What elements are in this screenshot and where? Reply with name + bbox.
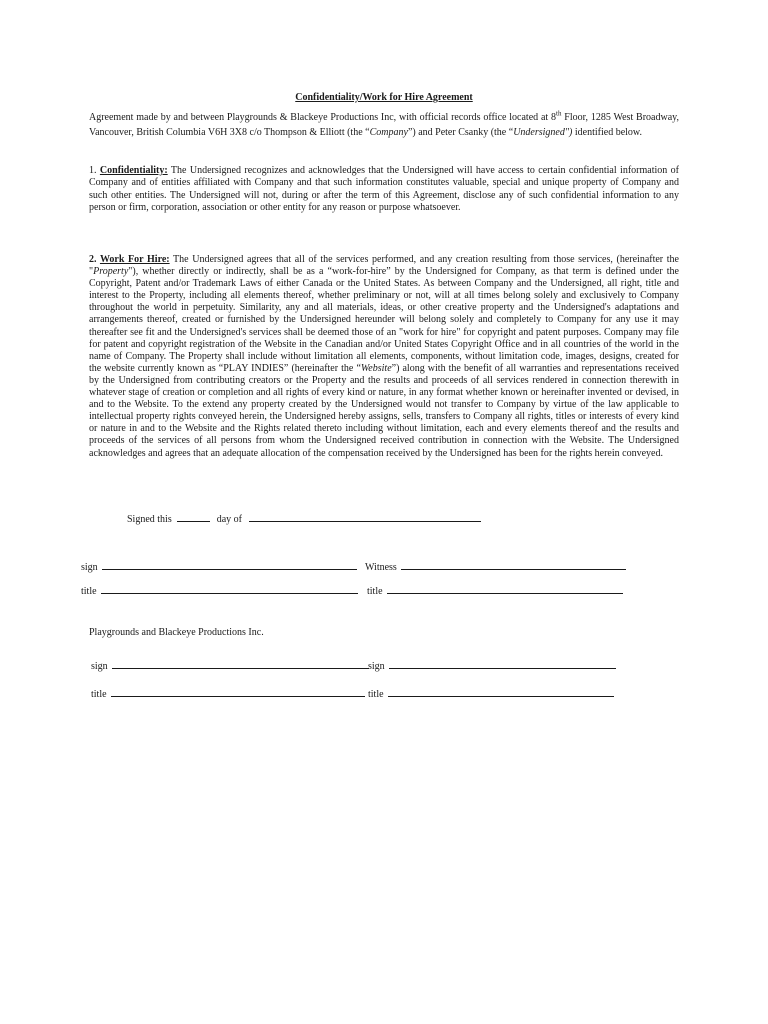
undersigned-sign-line: sign (81, 561, 357, 574)
company-title2-blank[interactable] (388, 688, 614, 697)
undersigned-title-blank[interactable] (101, 585, 358, 594)
witness-title-line: title (367, 585, 623, 598)
signed-date-line: Signed this day of (127, 513, 481, 526)
title-text: Confidentiality/Work for Hire Agreement (295, 92, 473, 103)
intro-paragraph: Agreement made by and between Playgrounds & Blackeye Productions Inc, with official records office located at 8th Floor, 1285 West Broadway, Vancouver, British Columbia V6H 3X8 c/o Thompson & Elliott (the “Company”) and Peter Csanky (the “Undersigned") identified below. (89, 109, 679, 138)
company-sign2-blank[interactable] (389, 660, 616, 669)
undersigned-sign-blank[interactable] (102, 561, 357, 570)
undersigned-title-line: title (81, 585, 358, 598)
company-sign-line: sign (91, 660, 369, 673)
company-title-blank[interactable] (111, 688, 365, 697)
witness-title-blank[interactable] (387, 585, 623, 594)
witness-sign-line: Witness (365, 561, 626, 574)
witness-sign-blank[interactable] (401, 561, 626, 570)
work-for-hire-heading: Work For Hire: (99, 254, 170, 265)
document-title (0, 91, 768, 104)
company-sign2-line: sign (368, 660, 616, 673)
confidentiality-heading: Confidentiality: (99, 165, 168, 176)
work-for-hire-section: 2. Work For Hire: The Undersigned agrees that all of the services performed, and any creation resulting from those services, (hereinafter the "Property"), whether directly or indirectly, shall be as a “work-for-hire” by the Undersigned for Company, as that term is defined under the Copyright, Patent and/or Trademark Laws of either Canada or the United States. As between Company and the Undersigned, all right, title and interest to the Property, including all elements thereof, whether preliminary or not, will at all times belong solely and exclusively to Company throughout the world in perpetuity. Similarity, any and all materials, ideas, or other creative property and the Undersigned's adaptations and arrangements thereof, created or furnished by the Undersigned hereunder will belong solely and completely to Company for any use it may thereafter see fit and the Undersigned's services shall be deemed those of an "work for hire" for copyright and patent purposes. Company may file for patent and copyright registration of the Website in the Canadian and/or United States Copyright Office and in all countries of the world in the name of Company. The Property shall include without limitation all elements, components, without limitation code, images, designs, created for the website currently known as “PLAY INDIES” (hereinafter the “Website”) along with the benefit of all warranties and representations received by the Undersigned from contributing creators or the Property and the results and proceeds of all services rendered in connection therewith in whatever stage of creation or completion and all rights of every kind or nature, in any format whether known or hereinafter invented or devised, in and to the Website. To the extend any property created by the Undersigned would not transfer to Company by virtue of the law applicable to intellectual property rights conveyed herein, the Undersigned hereby assigns, sells, transfers to Company all rights, titles or interests of every kind or nature in and to the Website and the Rights related thereto including without limitation, each and every elements thereof and the results and proceeds of the services of all persons from whom the Undersigned received contribution in connection with the Website. The Undersigned acknowledges and agrees that an adequate allocation of the compensation received by the Undersigned has been for the rights herein conveyed. (89, 254, 679, 459)
company-name: Playgrounds and Blackeye Productions Inc. (89, 627, 264, 638)
company-title-line: title (91, 688, 365, 701)
day-blank[interactable] (177, 513, 210, 522)
company-title2-line: title (368, 688, 614, 701)
company-sign-blank[interactable] (112, 660, 369, 669)
month-year-blank[interactable] (249, 513, 481, 522)
confidentiality-section: 1. Confidentiality: The Undersigned recognizes and acknowledges that the Undersigned will have access to certain confidential information of Company and of entities affiliated with Company and that such information constitutes valuable, special and unique property of Company and such other entities. The Undersigned will not, during or after the term of this Agreement, disclose any of such confidential information to any person or firm, corporation, association or other entity for any reason or purpose whatsoever. (89, 165, 679, 214)
